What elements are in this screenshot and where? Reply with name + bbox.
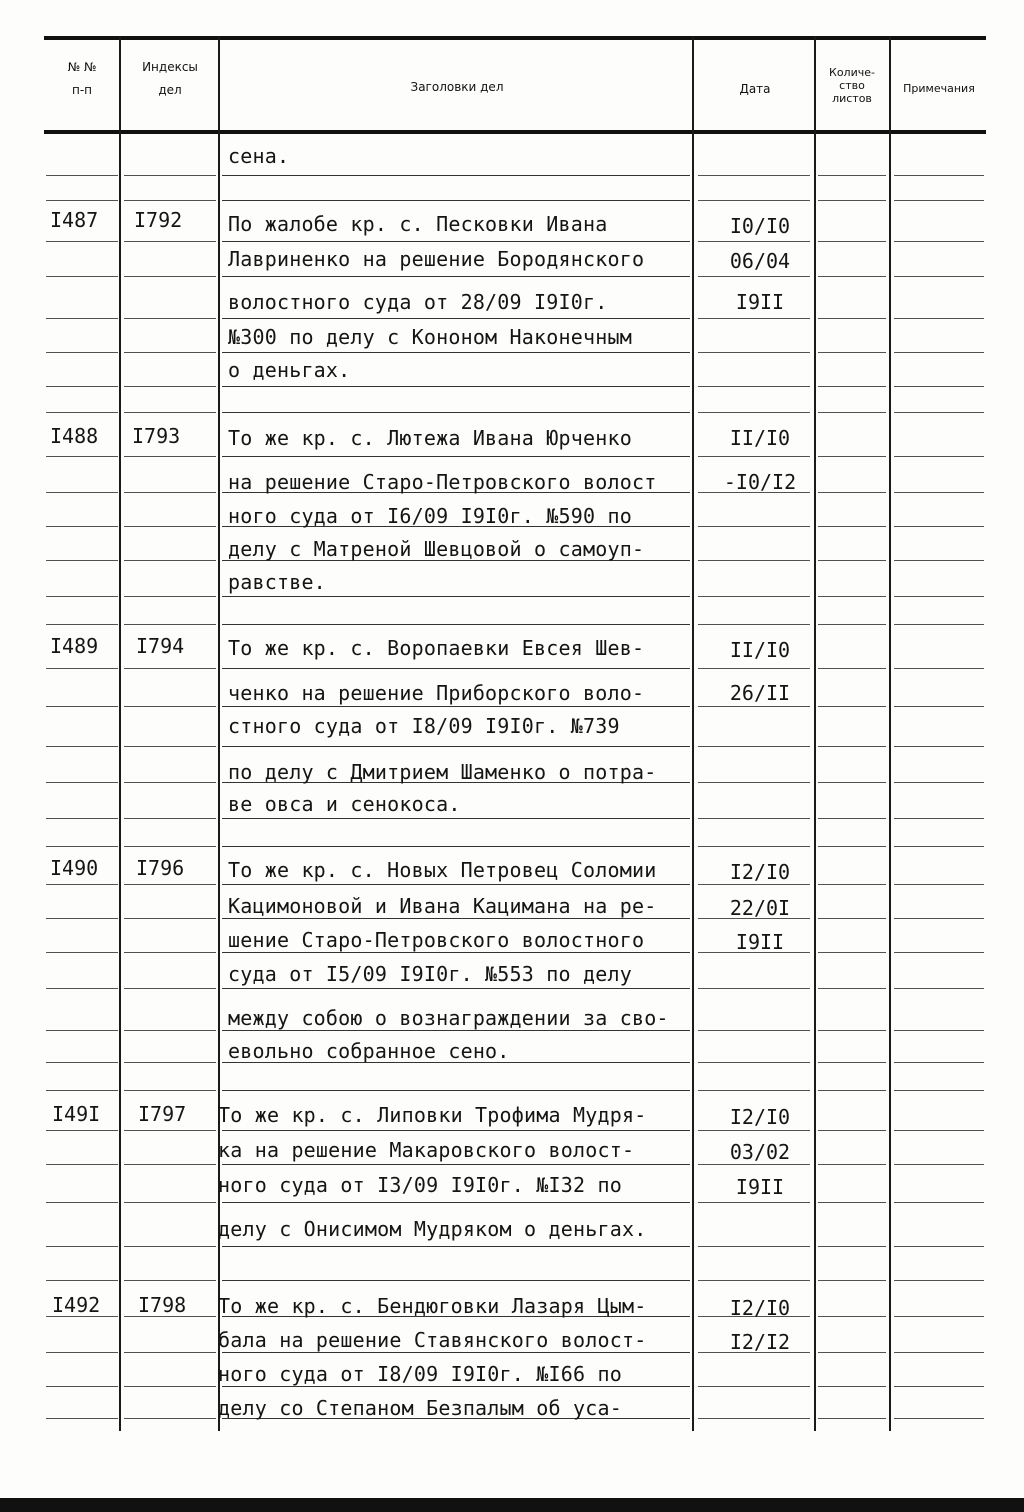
ruled-line xyxy=(222,241,690,242)
ruled-line xyxy=(46,492,118,493)
ruled-line xyxy=(222,386,690,387)
ruled-line xyxy=(124,668,216,669)
ruled-line xyxy=(894,1202,984,1203)
ruled-line xyxy=(46,412,118,413)
ruled-line xyxy=(222,1352,690,1353)
ruled-line xyxy=(46,1202,118,1203)
ruled-line xyxy=(222,318,690,319)
ruled-line xyxy=(818,746,886,747)
column-rule xyxy=(119,36,121,1431)
ruled-line xyxy=(818,1316,886,1317)
header-number-label: № № xyxy=(67,60,97,74)
entry-title-line: Лавриненко на решение Бородянского xyxy=(228,247,645,271)
ruled-line xyxy=(818,412,886,413)
ruled-line xyxy=(818,560,886,561)
ruled-line xyxy=(818,884,886,885)
entry-title-line: ве овса и сенокоса. xyxy=(228,792,461,816)
entry-title-line: волостного суда от 28/09 I9I0г. xyxy=(228,290,608,314)
ruled-line xyxy=(222,988,690,989)
ruled-line xyxy=(124,988,216,989)
ruled-line xyxy=(46,526,118,527)
column-rule xyxy=(889,36,891,1431)
ruled-line xyxy=(818,918,886,919)
entry-title-line: по делу с Дмитрием Шаменко о потра- xyxy=(228,760,657,784)
ruled-line xyxy=(698,352,810,353)
ruled-line xyxy=(818,668,886,669)
entry-index: I793 xyxy=(132,424,181,448)
ruled-line xyxy=(46,884,118,885)
entry-date: -I0/I2 xyxy=(723,470,797,494)
entry-number: I49I xyxy=(52,1102,101,1126)
ruled-line xyxy=(818,846,886,847)
ruled-line xyxy=(124,746,216,747)
ruled-line xyxy=(46,706,118,707)
ruled-line xyxy=(698,846,810,847)
header-date-cell xyxy=(696,78,814,101)
ruled-line xyxy=(46,818,118,819)
ruled-line xyxy=(698,1386,810,1387)
ruled-line xyxy=(124,818,216,819)
ruled-line xyxy=(124,918,216,919)
entry-title-line: №300 по делу с Кононом Наконечным xyxy=(228,325,632,349)
header-count-label-1: Количе- xyxy=(829,66,875,79)
header-count-label-3: листов xyxy=(832,92,872,106)
ruled-line xyxy=(46,1090,118,1091)
ruled-line xyxy=(124,884,216,885)
ruled-line xyxy=(124,456,216,457)
entry-title-line: шение Старо-Петровского волостного xyxy=(228,928,645,952)
ruled-line xyxy=(46,560,118,561)
header-number-sub-label: п-п xyxy=(71,82,93,97)
ruled-line xyxy=(818,352,886,353)
ruled-line xyxy=(698,175,810,176)
ruled-line xyxy=(818,782,886,783)
ruled-line xyxy=(818,1202,886,1203)
ruled-line xyxy=(46,1030,118,1031)
ruled-line xyxy=(222,818,690,819)
ruled-line xyxy=(124,782,216,783)
ruled-line xyxy=(818,200,886,201)
ruled-line xyxy=(46,386,118,387)
ruled-line xyxy=(222,918,690,919)
entry-title-line: стного суда от I8/09 I9I0г. №739 xyxy=(228,714,620,738)
ruled-line xyxy=(124,1164,216,1165)
entry-date: I9II xyxy=(735,930,785,954)
ruled-line xyxy=(46,1280,118,1281)
ruled-line xyxy=(698,200,810,201)
ruled-line xyxy=(818,1030,886,1031)
ruled-line xyxy=(46,1062,118,1063)
ruled-line xyxy=(698,276,810,277)
ruled-line xyxy=(818,1090,886,1091)
ruled-line xyxy=(46,175,118,176)
ruled-line xyxy=(818,706,886,707)
ruled-line xyxy=(222,596,690,597)
ruled-line xyxy=(818,386,886,387)
ruled-line xyxy=(222,200,690,201)
entry-date: I0/I0 xyxy=(729,214,791,238)
entry-title-line: евольно собранное сено. xyxy=(228,1039,510,1063)
ruled-line xyxy=(894,1030,984,1031)
ruled-line xyxy=(818,818,886,819)
ruled-line xyxy=(124,1202,216,1203)
ruled-line xyxy=(46,596,118,597)
ruled-line xyxy=(894,668,984,669)
ruled-line xyxy=(894,492,984,493)
ruled-line xyxy=(124,386,216,387)
ruled-line xyxy=(698,668,810,669)
ruled-line xyxy=(698,1130,810,1131)
ruled-line xyxy=(698,560,810,561)
ruled-line xyxy=(894,200,984,201)
ruled-line xyxy=(124,1062,216,1063)
ruled-line xyxy=(818,1246,886,1247)
ruled-line xyxy=(124,560,216,561)
entry-date: II/I0 xyxy=(729,426,791,450)
header-bottom-rule xyxy=(44,130,986,134)
continuation-text: сена. xyxy=(228,144,290,168)
entry-number: I492 xyxy=(52,1293,101,1317)
ruled-line xyxy=(698,884,810,885)
ruled-line xyxy=(46,241,118,242)
ruled-line xyxy=(124,318,216,319)
ruled-line xyxy=(46,456,118,457)
ruled-line xyxy=(124,706,216,707)
ruled-line xyxy=(124,1130,216,1131)
ruled-line xyxy=(894,276,984,277)
ruled-line xyxy=(698,456,810,457)
ruled-line xyxy=(894,560,984,561)
ruled-line xyxy=(222,1130,690,1131)
ruled-line xyxy=(46,1246,118,1247)
ruled-line xyxy=(698,412,810,413)
column-rule xyxy=(814,36,816,1431)
ruled-line xyxy=(894,596,984,597)
entry-title-line: делу с Матреной Шевцовой о самоуп- xyxy=(228,537,645,561)
ruled-line xyxy=(894,818,984,819)
ruled-line xyxy=(894,1062,984,1063)
ruled-line xyxy=(46,200,118,201)
ruled-line xyxy=(894,412,984,413)
entry-title-line: делу с Онисимом Мудряком о деньгах. xyxy=(218,1217,647,1241)
ruled-line xyxy=(124,1246,216,1247)
entry-title-line: То же кр. с. Воропаевки Евсея Шев- xyxy=(228,636,645,660)
entry-index: I798 xyxy=(138,1293,187,1317)
ruled-line xyxy=(46,276,118,277)
ruled-line xyxy=(818,456,886,457)
entry-title-line: ного суда от I3/09 I9I0г. №I32 по xyxy=(218,1173,622,1197)
scan-bottom-edge xyxy=(0,1498,1024,1512)
ruled-line xyxy=(222,706,690,707)
header-index-cell xyxy=(122,56,218,102)
ruled-line xyxy=(222,1386,690,1387)
header-title-cell xyxy=(222,76,692,99)
ruled-line xyxy=(894,918,984,919)
entry-date: I9II xyxy=(735,290,785,314)
entry-title-line: То же кр. с. Липовки Трофима Мудря- xyxy=(218,1103,647,1127)
header-index-label: Индексы xyxy=(142,60,198,74)
header-count-label-2: ство xyxy=(839,79,865,93)
ruled-line xyxy=(124,1352,216,1353)
ruled-line xyxy=(894,624,984,625)
ruled-line xyxy=(894,1280,984,1281)
ruled-line xyxy=(818,1130,886,1131)
entry-title-line: ка на решение Макаровского волост- xyxy=(218,1138,635,1162)
ruled-line xyxy=(894,706,984,707)
entry-title-line: То же кр. с. Новых Петровец Соломии xyxy=(228,858,657,882)
ruled-line xyxy=(818,1352,886,1353)
entry-date: I2/I2 xyxy=(729,1330,791,1354)
entry-index: I796 xyxy=(136,856,185,880)
ruled-line xyxy=(46,1130,118,1131)
ruled-line xyxy=(698,1418,810,1419)
header-title-label: Заголовки дел xyxy=(410,80,504,94)
ruled-line xyxy=(894,1316,984,1317)
ruled-line xyxy=(818,988,886,989)
ruled-line xyxy=(46,746,118,747)
ruled-line xyxy=(818,1386,886,1387)
header-index-sub-label: дел xyxy=(158,82,182,97)
entry-date: I2/I0 xyxy=(729,1296,791,1320)
ruled-line xyxy=(124,200,216,201)
ruled-line xyxy=(894,1386,984,1387)
ruled-line xyxy=(222,175,690,176)
ruled-line xyxy=(818,492,886,493)
ruled-line xyxy=(222,846,690,847)
entry-date: I9II xyxy=(735,1175,785,1199)
ruled-line xyxy=(894,884,984,885)
entry-number: I489 xyxy=(50,634,99,658)
ruled-line xyxy=(46,988,118,989)
entry-date: 03/02 xyxy=(729,1140,791,1164)
ruled-line xyxy=(818,1062,886,1063)
entry-title-line: То же кр. с. Бендюговки Лазаря Цым- xyxy=(218,1294,647,1318)
ruled-line xyxy=(818,952,886,953)
ruled-line xyxy=(894,1090,984,1091)
ruled-line xyxy=(818,1280,886,1281)
ruled-line xyxy=(698,1030,810,1031)
ruled-line xyxy=(124,412,216,413)
header-number-cell xyxy=(46,56,118,102)
ruled-line xyxy=(124,492,216,493)
ruled-line xyxy=(818,276,886,277)
ruled-line xyxy=(222,746,690,747)
ruled-line xyxy=(698,241,810,242)
header-date-label: Дата xyxy=(739,82,771,96)
ruled-line xyxy=(894,1418,984,1419)
ruled-line xyxy=(894,175,984,176)
ruled-line xyxy=(818,596,886,597)
ruled-line xyxy=(894,988,984,989)
ruled-line xyxy=(124,952,216,953)
entry-title-line: ного суда от I6/09 I9I0г. №590 по xyxy=(228,504,632,528)
header-notes-label: Примечания xyxy=(903,82,975,95)
ruled-line xyxy=(46,846,118,847)
entry-title-line: ного суда от I8/09 I9I0г. №I66 по xyxy=(218,1362,622,1386)
entry-title-line: бала на решение Ставянского волост- xyxy=(218,1328,647,1352)
entry-date: 06/04 xyxy=(729,249,791,273)
ruled-line xyxy=(894,526,984,527)
ruled-line xyxy=(222,1030,690,1031)
entry-title-line: ченко на решение Приборского воло- xyxy=(228,681,645,705)
ruled-line xyxy=(698,624,810,625)
ruled-line xyxy=(124,596,216,597)
ruled-line xyxy=(222,952,690,953)
ruled-line xyxy=(698,526,810,527)
entry-number: I488 xyxy=(50,424,99,448)
entry-index: I792 xyxy=(134,208,183,232)
ruled-line xyxy=(894,746,984,747)
ruled-line xyxy=(124,352,216,353)
entry-title-line: делу со Степаном Безпалым об уса- xyxy=(218,1396,622,1420)
ruled-line xyxy=(894,782,984,783)
ruled-line xyxy=(818,1418,886,1419)
ruled-line xyxy=(698,1202,810,1203)
ruled-line xyxy=(894,846,984,847)
ruled-line xyxy=(698,1090,810,1091)
ruled-line xyxy=(222,884,690,885)
ruled-line xyxy=(46,952,118,953)
entry-date: 22/0I xyxy=(729,896,791,920)
ruled-line xyxy=(222,352,690,353)
ruled-line xyxy=(222,276,690,277)
ruled-line xyxy=(222,1246,690,1247)
ruled-line xyxy=(124,526,216,527)
ruled-line xyxy=(222,412,690,413)
ruled-line xyxy=(894,456,984,457)
ruled-line xyxy=(124,276,216,277)
entry-title-line: между собою о вознаграждении за сво- xyxy=(228,1006,669,1030)
header-count-cell xyxy=(816,66,888,106)
entry-date: 26/II xyxy=(729,681,791,705)
ruled-line xyxy=(222,1090,690,1091)
ruled-line xyxy=(124,241,216,242)
ruled-line xyxy=(46,918,118,919)
ruled-line xyxy=(894,318,984,319)
ruled-line xyxy=(46,352,118,353)
ruled-line xyxy=(894,952,984,953)
entry-title-line: То же кр. с. Лютежа Ивана Юрченко xyxy=(228,426,632,450)
ruled-line xyxy=(46,318,118,319)
ruled-line xyxy=(46,782,118,783)
ruled-line xyxy=(698,1062,810,1063)
ruled-line xyxy=(124,1280,216,1281)
entry-title-line: суда от I5/09 I9I0г. №553 по делу xyxy=(228,962,632,986)
ruled-line xyxy=(698,596,810,597)
entry-title-line: о деньгах. xyxy=(228,358,351,382)
entry-date: I2/I0 xyxy=(729,860,791,884)
entry-title-line: Кацимоновой и Ивана Кацимана на ре- xyxy=(228,894,657,918)
ruled-line xyxy=(46,1352,118,1353)
ruled-line xyxy=(46,1418,118,1419)
ruled-line xyxy=(698,818,810,819)
ruled-line xyxy=(46,624,118,625)
entry-number: I487 xyxy=(50,208,99,232)
ruled-line xyxy=(698,782,810,783)
ruled-line xyxy=(894,352,984,353)
ruled-line xyxy=(698,318,810,319)
entry-title-line: на решение Старо-Петровского волост xyxy=(228,470,657,494)
ruled-line xyxy=(124,1030,216,1031)
header-top-rule xyxy=(44,36,986,40)
entry-number: I490 xyxy=(50,856,99,880)
ruled-line xyxy=(46,1386,118,1387)
ruled-line xyxy=(698,1246,810,1247)
ruled-line xyxy=(222,668,690,669)
ruled-line xyxy=(222,1164,690,1165)
ruled-line xyxy=(222,1202,690,1203)
entry-date: I2/I0 xyxy=(729,1105,791,1129)
ruled-line xyxy=(124,175,216,176)
ruled-line xyxy=(46,1164,118,1165)
ruled-line xyxy=(124,846,216,847)
entry-title-line: равстве. xyxy=(228,570,326,594)
ruled-line xyxy=(818,526,886,527)
ruled-line xyxy=(818,318,886,319)
ruled-line xyxy=(894,1246,984,1247)
ruled-line xyxy=(698,988,810,989)
ruled-line xyxy=(698,386,810,387)
ruled-line xyxy=(698,1280,810,1281)
ruled-line xyxy=(818,624,886,625)
ruled-line xyxy=(222,624,690,625)
ruled-line xyxy=(698,1164,810,1165)
ruled-line xyxy=(894,1130,984,1131)
ruled-line xyxy=(222,1280,690,1281)
ruled-line xyxy=(894,1352,984,1353)
ruled-line xyxy=(698,706,810,707)
ruled-line xyxy=(894,386,984,387)
ruled-line xyxy=(124,1386,216,1387)
ruled-line xyxy=(124,624,216,625)
ruled-line xyxy=(894,241,984,242)
entry-title-line: По жалобе кр. с. Песковки Ивана xyxy=(228,212,608,236)
entry-date: II/I0 xyxy=(729,638,791,662)
ruled-line xyxy=(894,1164,984,1165)
ruled-line xyxy=(818,1164,886,1165)
ruled-line xyxy=(818,241,886,242)
ruled-line xyxy=(124,1418,216,1419)
ruled-line xyxy=(818,175,886,176)
entry-index: I797 xyxy=(138,1102,187,1126)
ruled-line xyxy=(698,746,810,747)
header-notes-cell xyxy=(891,82,987,95)
ruled-line xyxy=(46,668,118,669)
ruled-line xyxy=(124,1090,216,1091)
entry-index: I794 xyxy=(136,634,185,658)
ruled-line xyxy=(222,456,690,457)
